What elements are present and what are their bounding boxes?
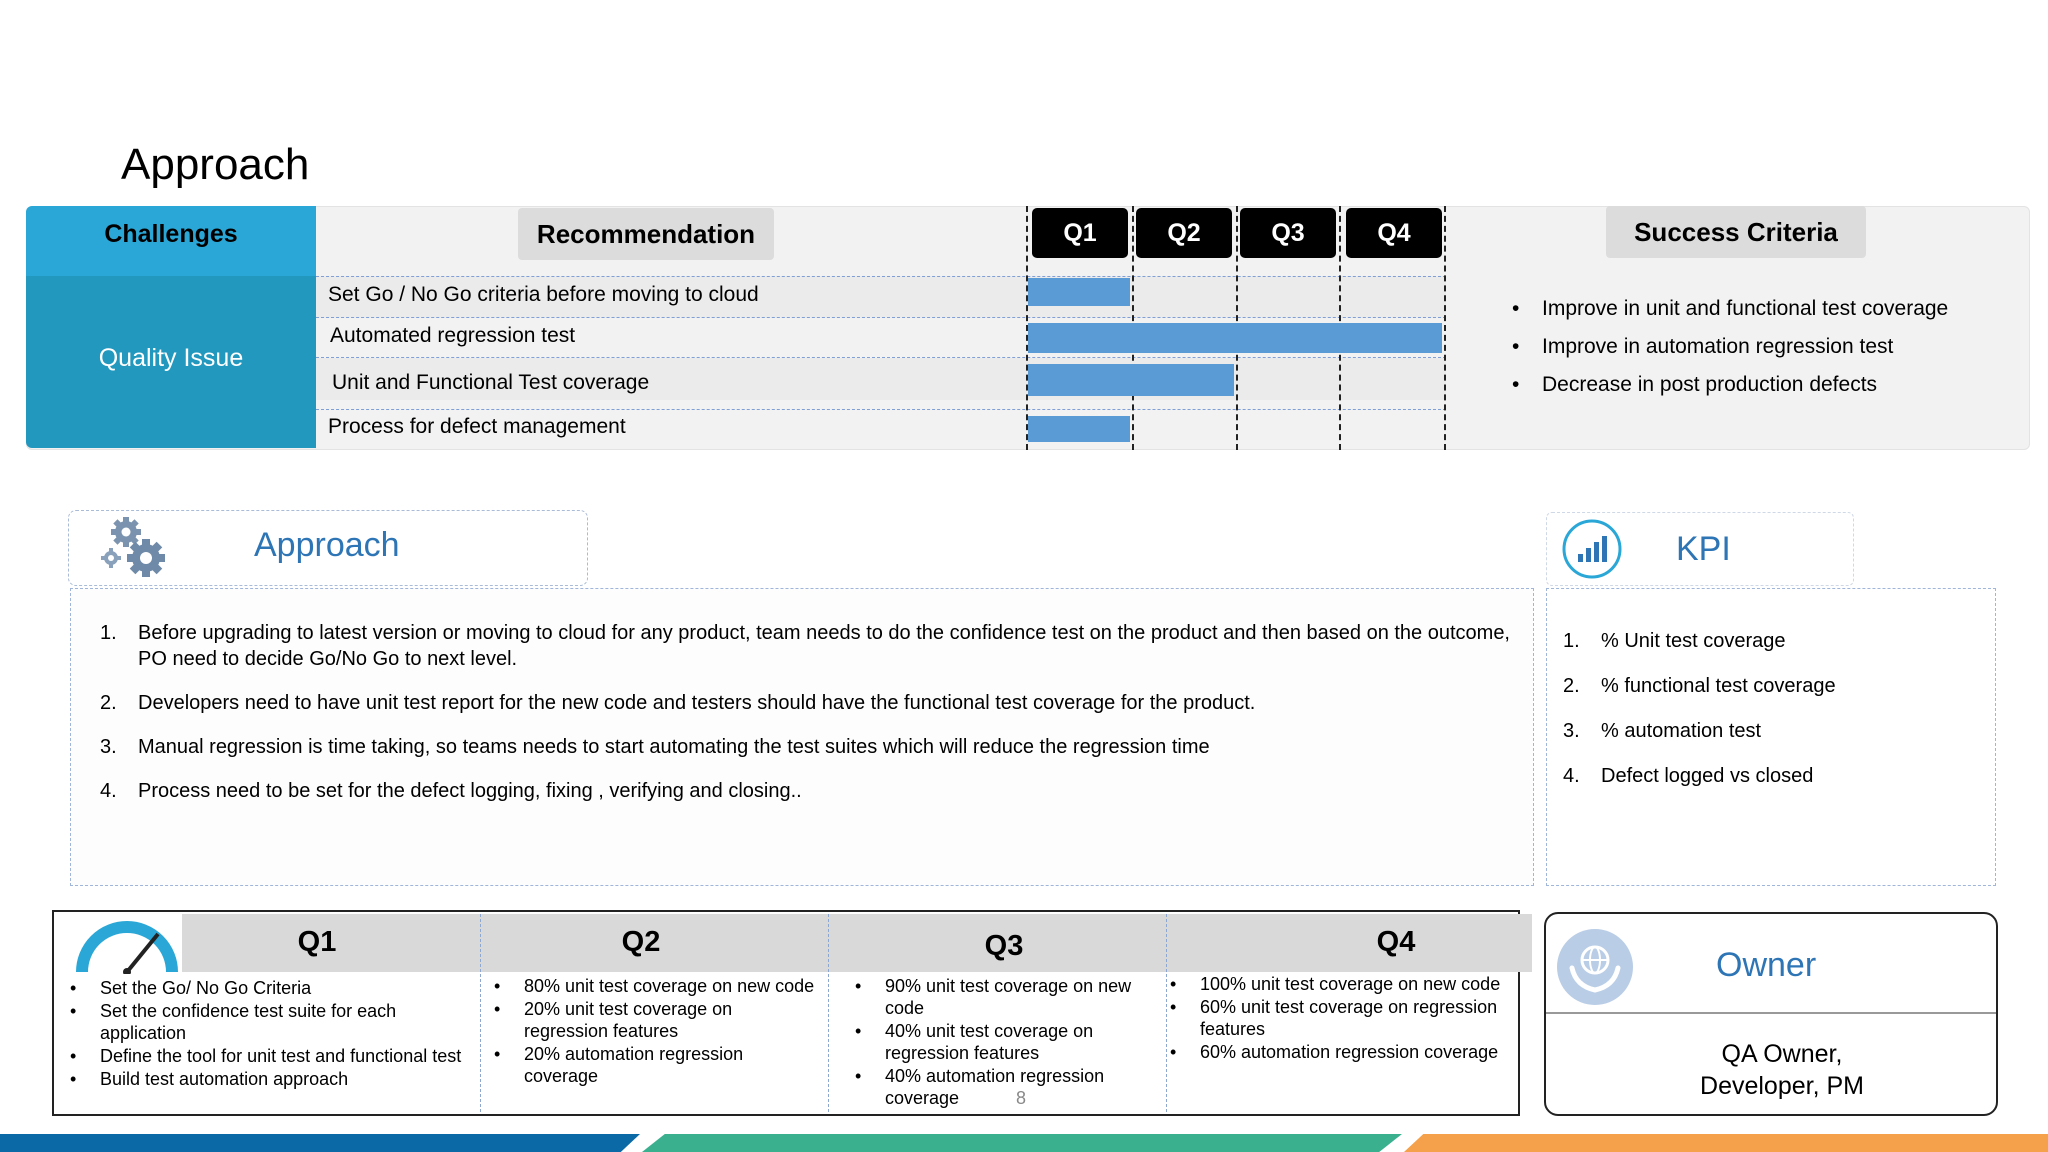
recommendation-header: Recommendation	[518, 208, 774, 260]
list-item: 4. Defect logged vs closed	[1563, 765, 1814, 787]
recommendation-row-4: Process for defect management	[328, 415, 626, 438]
recommendation-row-3: Unit and Functional Test coverage	[332, 371, 650, 394]
success-criterion: • Decrease in post production defects	[1512, 368, 1948, 406]
quarter-heading-q4: Q4	[1376, 926, 1416, 958]
owner-divider	[1546, 1012, 1996, 1014]
footer-stripe-green	[642, 1134, 1402, 1152]
gantt-bar-row-4	[1028, 416, 1130, 442]
gears-icon	[98, 514, 170, 582]
quarter-tab-q2: Q2	[1136, 208, 1232, 258]
footer-stripe-orange	[1404, 1134, 2048, 1152]
kpi-list	[1563, 626, 1836, 806]
list-item: • Define the tool for unit test and functional test	[70, 1045, 470, 1067]
page-number: 8	[1016, 1088, 1027, 1108]
page-title: Approach	[121, 140, 310, 189]
row-divider	[316, 276, 1446, 277]
success-criteria-header: Success Criteria	[1606, 206, 1866, 258]
gantt-bar-row-1	[1028, 278, 1130, 306]
challenges-header: Challenges	[26, 206, 316, 276]
list-item: • 40% automation regression coverage	[855, 1065, 1155, 1109]
quarter-list-q3	[855, 975, 1155, 1110]
list-item: 1. Before upgrading to latest version or moving to cloud for any product, team needs to do the confidence test on the product and then based on the outcome, PO need to decide Go/No Go to next level.	[100, 622, 1510, 670]
gantt-bar-row-2	[1028, 323, 1442, 353]
row-divider	[316, 409, 1446, 410]
bar-chart-icon	[1561, 518, 1623, 580]
list-item: 3. % automation test	[1563, 720, 1762, 742]
list-item: • 20% unit test coverage on regression features	[494, 998, 818, 1042]
success-criterion: • Improve in automation regression test	[1512, 330, 1948, 368]
list-item: 2. Developers need to have unit test report for the new code and testers should have the functional test coverage for the product.	[100, 692, 1256, 714]
gauge-icon	[74, 918, 180, 974]
quarter-tab-q3: Q3	[1240, 208, 1336, 258]
quarter-heading-q2: Q2	[621, 926, 661, 958]
success-criteria-list	[1512, 292, 1948, 406]
owner-names: QA Owner, Developer, PM	[1700, 1040, 1864, 1100]
list-item: • Build test automation approach	[70, 1068, 470, 1090]
column-divider	[828, 914, 829, 1112]
quarter-heading-q1: Q1	[297, 926, 337, 958]
list-item: • 60% automation regression coverage	[1170, 1041, 1506, 1063]
list-item: • 60% unit test coverage on regression features	[1170, 996, 1506, 1040]
row-divider	[316, 357, 1446, 358]
kpi-title: KPI	[1676, 530, 1731, 568]
column-divider	[480, 914, 481, 1112]
list-item: 3. Manual regression is time taking, so teams needs to start automating the test suites which will reduce the regression time	[100, 736, 1210, 758]
recommendation-row-1: Set Go / No Go criteria before moving to cloud	[328, 283, 759, 306]
quarter-list-q2	[494, 975, 818, 1088]
challenge-cell: Quality Issue	[26, 276, 316, 448]
quarter-tab-q1: Q1	[1032, 208, 1128, 258]
recommendation-row-2: Automated regression test	[330, 324, 576, 347]
success-criterion: • Improve in unit and functional test coverage	[1512, 292, 1948, 330]
quarter-list-q4	[1170, 973, 1506, 1064]
gantt-bar-row-3	[1028, 364, 1234, 396]
list-item: • Set the Go/ No Go Criteria	[70, 977, 470, 999]
column-divider	[1166, 914, 1167, 1112]
quarter-boundary	[1444, 206, 1446, 450]
footer-stripe-blue	[0, 1134, 640, 1152]
approach-list	[100, 620, 1520, 822]
owner-title: Owner	[1716, 946, 1817, 984]
list-item: 4. Process need to be set for the defect logging, fixing , verifying and closing..	[100, 780, 802, 802]
list-item: • 80% unit test coverage on new code	[494, 975, 818, 997]
list-item: • 40% unit test coverage on regression features	[855, 1020, 1155, 1064]
list-item: • 90% unit test coverage on new code	[855, 975, 1155, 1019]
quarter-heading-q3: Q3	[984, 930, 1024, 962]
list-item: • 100% unit test coverage on new code	[1170, 973, 1506, 995]
list-item: • Set the confidence test suite for each application	[70, 1000, 470, 1044]
globe-hands-icon	[1556, 928, 1634, 1006]
approach-title: Approach	[254, 526, 400, 564]
list-item: • 20% automation regression coverage	[494, 1043, 818, 1087]
list-item: 2. % functional test coverage	[1563, 675, 1836, 697]
row-divider	[316, 317, 1446, 318]
quarter-list-q1	[70, 977, 470, 1091]
list-item: 1. % Unit test coverage	[1563, 630, 1786, 652]
quarter-tab-q4: Q4	[1346, 208, 1442, 258]
